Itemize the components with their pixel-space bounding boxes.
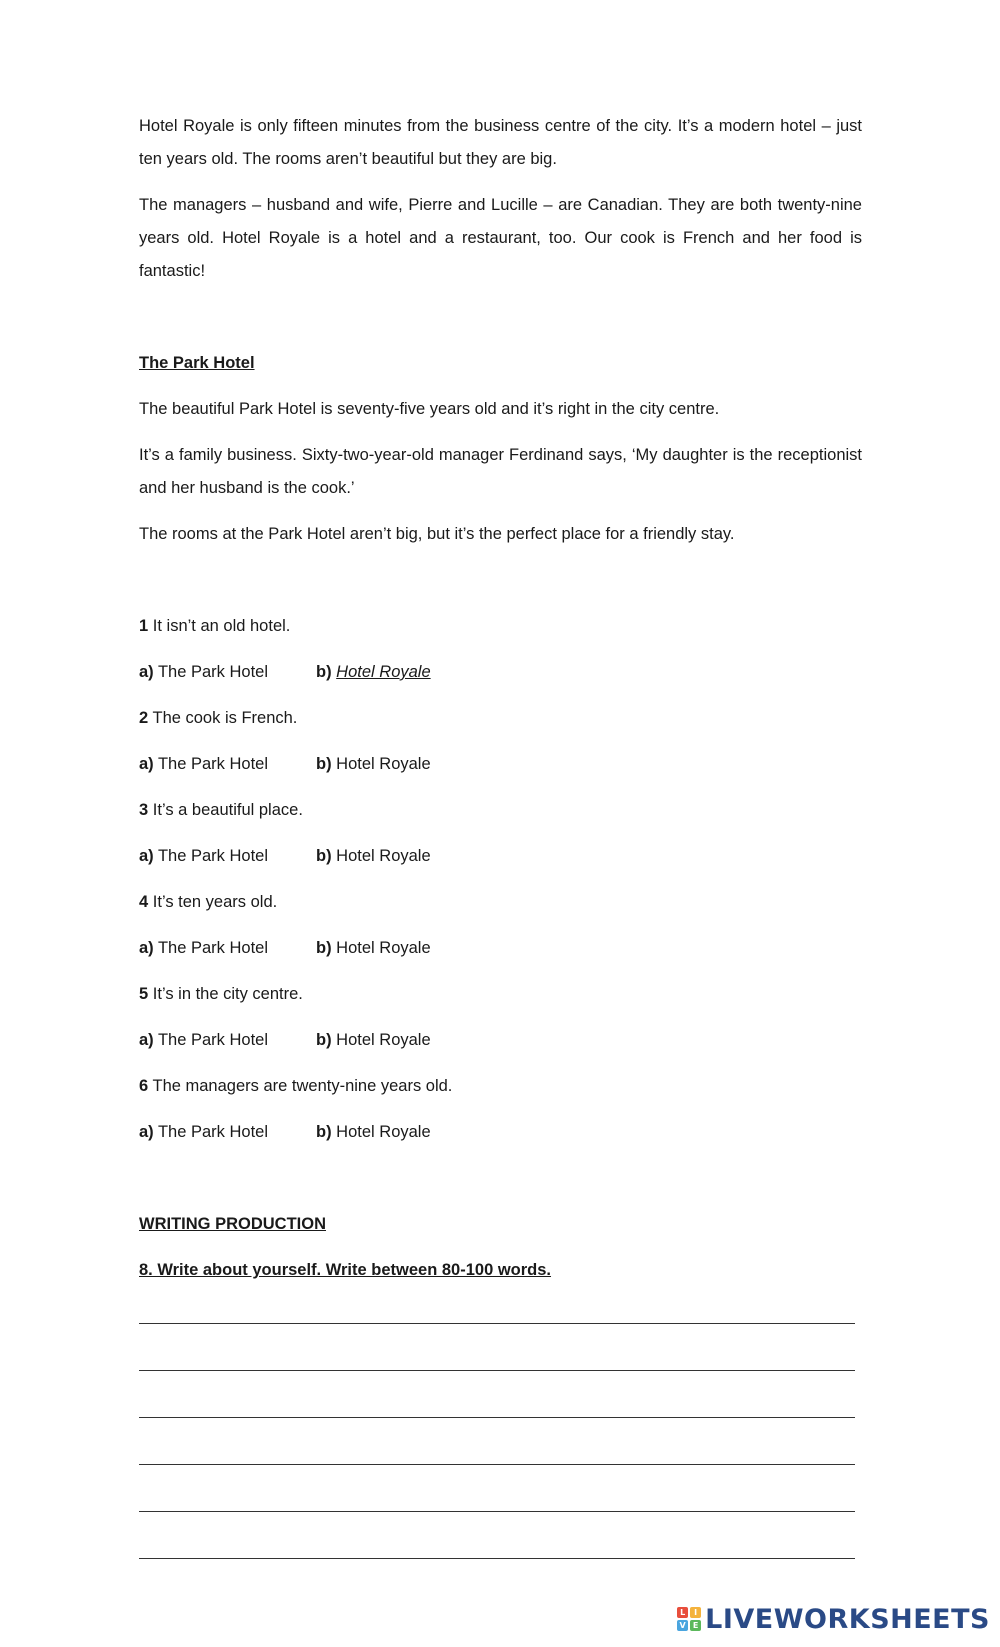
option-b[interactable]: b) Hotel Royale: [316, 939, 431, 957]
park-hotel-paragraph-2: It’s a family business. Sixty-two-year-old manager Ferdinand says, ‘My daughter is the receptionist and her husband is the cook.’: [139, 446, 862, 497]
option-a[interactable]: a) The Park Hotel: [139, 663, 269, 681]
question-text: It isn’t an old hotel.: [152, 617, 291, 635]
liveworksheets-brand: [677, 1599, 990, 1639]
option-b-selected[interactable]: b) Hotel Royale: [316, 663, 431, 681]
question-number: 2: [139, 709, 149, 727]
question-text: It’s in the city centre.: [152, 985, 303, 1003]
question-4-options: [139, 932, 862, 965]
option-b[interactable]: b) Hotel Royale: [316, 1123, 431, 1141]
option-a[interactable]: a) The Park Hotel: [139, 939, 269, 957]
option-b[interactable]: b) Hotel Royale: [316, 755, 431, 773]
question-number: 4: [139, 893, 149, 911]
park-hotel-paragraph-1: The beautiful Park Hotel is seventy-five years old and it’s right in the city centre.: [139, 400, 720, 418]
option-a[interactable]: a) The Park Hotel: [139, 847, 269, 865]
worksheet-content: [139, 110, 862, 1604]
answer-line[interactable]: [139, 1416, 855, 1418]
option-a[interactable]: a) The Park Hotel: [139, 755, 269, 773]
question-number: 3: [139, 801, 149, 819]
hotel-royale-paragraph-1: Hotel Royale is only fifteen minutes from the business centre of the city. It’s a modern hotel – just ten years old. The rooms aren’t beautiful but they are big.: [139, 117, 862, 168]
option-b[interactable]: b) Hotel Royale: [316, 1031, 431, 1049]
question-5-options: [139, 1024, 862, 1057]
option-b[interactable]: b) Hotel Royale: [316, 847, 431, 865]
option-a[interactable]: a) The Park Hotel: [139, 1031, 269, 1049]
question-number: 6: [139, 1077, 149, 1095]
question-number: 1: [139, 617, 149, 635]
question-text: The cook is French.: [152, 709, 298, 727]
question-5: [139, 978, 862, 1011]
question-text: The managers are twenty-nine years old.: [152, 1077, 453, 1095]
question-6-options: [139, 1116, 862, 1149]
answer-line[interactable]: [139, 1510, 855, 1512]
option-a[interactable]: a) The Park Hotel: [139, 1123, 269, 1141]
park-hotel-paragraph-3: The rooms at the Park Hotel aren’t big, but it’s the perfect place for a friendly stay.: [139, 525, 735, 543]
answer-line[interactable]: [139, 1557, 855, 1559]
answer-line[interactable]: [139, 1322, 855, 1324]
brand-name: LIVEWORKSHEETS: [705, 1603, 990, 1635]
question-6: [139, 1070, 862, 1103]
question-2-options: [139, 748, 862, 781]
question-1: [139, 610, 862, 643]
question-text: It’s ten years old.: [152, 893, 278, 911]
park-hotel-heading: The Park Hotel: [139, 354, 255, 372]
liveworksheets-logo-icon: L I V E: [677, 1607, 701, 1631]
writing-instruction: 8. Write about yourself. Write between 80-100 words.: [139, 1261, 552, 1279]
question-1-options: [139, 656, 862, 689]
question-3: [139, 794, 862, 827]
question-2: [139, 702, 862, 735]
answer-line[interactable]: [139, 1463, 855, 1465]
writing-production-heading: WRITING PRODUCTION: [139, 1215, 326, 1233]
hotel-royale-paragraph-2: The managers – husband and wife, Pierre and Lucille – are Canadian. They are both twenty-nine years old. Hotel Royale is a hotel and a restaurant, too. Our cook is French and her food is fantastic!: [139, 196, 862, 280]
question-number: 5: [139, 985, 149, 1003]
selected-answer: Hotel Royale: [336, 663, 431, 681]
answer-line[interactable]: [139, 1369, 855, 1371]
question-3-options: [139, 840, 862, 873]
writing-answer-area[interactable]: [139, 1300, 862, 1559]
question-4: [139, 886, 862, 919]
question-text: It’s a beautiful place.: [152, 801, 303, 819]
